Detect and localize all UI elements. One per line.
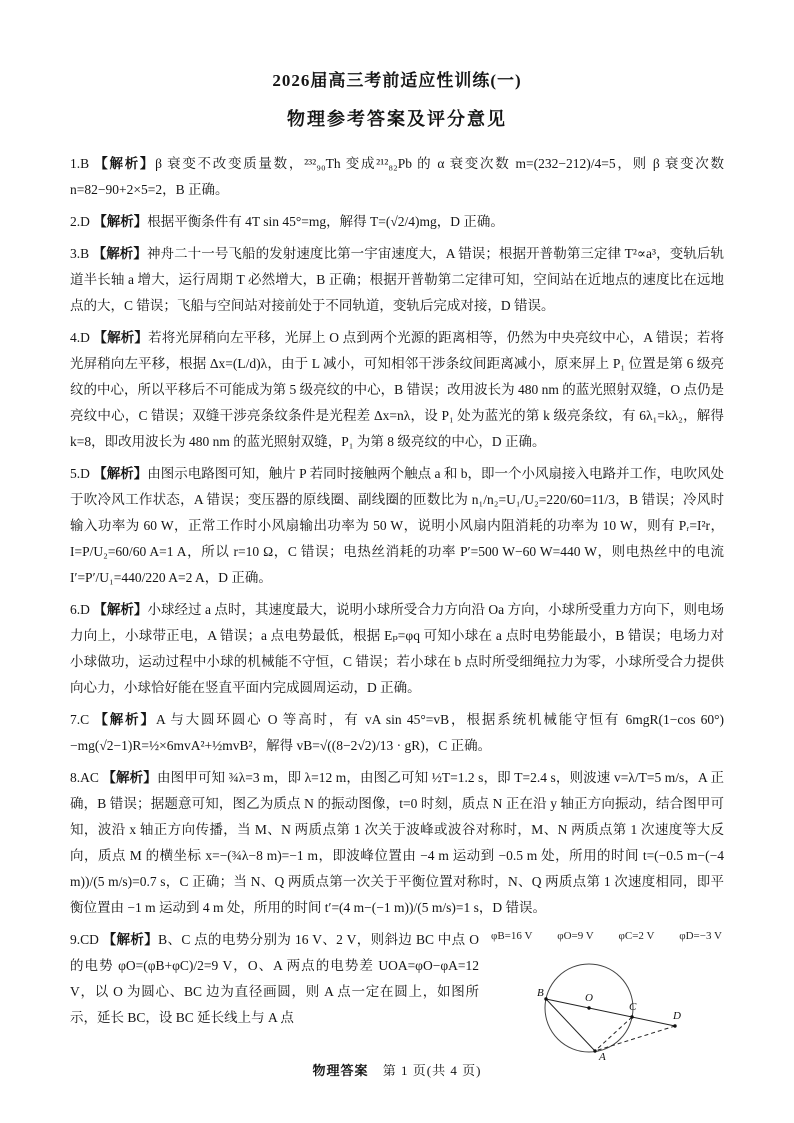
item-text: 根据平衡条件有 4T sin 45°=mg，解得 T=(√2/4)mg，D 正确。 (147, 214, 504, 229)
analysis-label: 【解析】 (93, 602, 148, 617)
item-text: 神舟二十一号飞船的发射速度比第一宇宙速度大，A 错误；根据开普勒第三定律 T²∝a³，变轨后轨道半长轴 a 增大，运行周期 T 必然增大，B 正确；根据开普勒第二定律可知，空间站在近地点的速度比在远地点的大，C 错误；飞船与空间站对接前处于不同轨道，变轨后完成对接，D 错误。 (70, 246, 725, 313)
phi-b-label: φB=16 V (491, 930, 533, 942)
analysis-label: 【解析】 (94, 156, 156, 171)
footer-page-number: 第 1 页(共 4 页) (382, 1063, 482, 1078)
item-text: 若将光屏稍向左平移，光屏上 O 点到两个光源的距离相等，仍然为中央亮纹中心，A 错误；若将光屏稍向左平移，根据 Δx=(L/d)λ，由于 L 减小，可知相邻干涉条纹间距离减小，原来屏上 P₁ 位置是第 6 级亮纹的中心，所以平移后不可能成为第 5 级亮纹的中心，B 错误；改用波长为 480 nm 的蓝光照射双缝，O 点仍是亮纹中心，C 错误；双缝干涉亮条纹条件是光程差 Δx=nλ，设 P₁ 处为蓝光的第 k 级亮条纹，有 6λ₁=kλ₂，解得 k=8，即改用波长为 480 nm 的蓝光照射双缝，P₁ 为第 8 级亮纹的中心，D 正确。 (70, 330, 724, 449)
page-footer (0, 1060, 794, 1079)
answer-item-7 (70, 707, 724, 759)
analysis-label: 【解析】 (93, 214, 148, 229)
analysis-label: 【解析】 (92, 246, 147, 261)
page-title: 物理参考答案及评分意见 (287, 109, 507, 129)
answer-item-5 (70, 461, 724, 591)
item-number: 3.B (70, 246, 90, 261)
item-number: 1.B (70, 156, 90, 171)
answer-item-9-wrap (70, 927, 724, 1068)
phi-o-label: φO=9 V (557, 930, 594, 942)
item-number: 9.CD (70, 932, 99, 947)
circle-triangle-figure (489, 946, 724, 1064)
exam-title: 2026届高三考前适应性训练(一) (272, 71, 522, 90)
item-number: 4.D (70, 330, 90, 345)
answer-item-3 (70, 241, 724, 319)
item-number: 5.D (70, 466, 90, 481)
analysis-label: 【解析】 (93, 330, 149, 345)
footer-subject: 物理答案 (312, 1063, 369, 1078)
item-number: 7.C (70, 712, 90, 727)
answer-item-1 (70, 151, 724, 203)
item-text: 由图示电路图可知，触片 P 若同时接触两个触点 a 和 b，即一个小风扇接入电路并工作，电吹风处于吹冷风工作状态，A 错误；变压器的原线圈、副线圈的匝数比为 n₁/n₂=U₁/U₂=220/60=11/3，B 错误；冷风时输入功率为 60 W，正常工作时小风扇输出功率为 50 W，说明小风扇内阻消耗的功率为 10 W，则有 Pᵣ=I²r，I=P/U₂=60/60 A=1 A，所以 r=10 Ω，C 错误；电热丝消耗的功率 P′=500 W−60 W=440 W，则电热丝中的电流 I′=P′/U₁=440/220 A=2 A，D 正确。 (70, 466, 725, 585)
item-text: 由图甲可知 ¾λ=3 m，即 λ=12 m，由图乙可知 ½T=1.2 s，即 T=2.4 s，则波速 v=λ/T=5 m/s，A 正确，B 错误；据题意可知，图乙为质点 N 的振动图像，t=0 时刻，质点 N 正在沿 y 轴正方向振动，结合图甲可知，波沿 x 轴正方向传播，当 M、N 两质点第 1 次关于波峰或波谷对称时，M、N 两质点第 1 次速度等大反向，质点 M 的横坐标 x=−(¾λ−8 m)=−1 m，即波峰位置由 −4 m 运动到 −0.5 m 处，所用的时间 t=(−0.5 m−(−4 m))/(5 m/s)=0.7 s，C 正确；当 N、Q 两质点第一次关于平衡位置对称时，N、Q 两质点第 1 次速度相同，即平衡位置由 −1 m 运动到 4 m 处，所用的时间 t′=(4 m−(−1 m))/(5 m/s)=1 s，D 错误。 (70, 770, 725, 915)
point-b-label: B (537, 987, 544, 999)
answer-item-6 (70, 597, 724, 701)
item-text: 小球经过 a 点时，其速度最大，说明小球所受合力方向沿 Oa 方向，小球所受重力方向下，则电场力向上，小球带正电，A 错误；a 点电势最低，根据 Eₚ=φq 可知小球在 a 点时电势能最小，B 错误；电场力对小球做功，运动过程中小球的机械能不守恒，C 错误；若小球在 b 点时所受细绳拉力为零，小球所受合力提供向心力，小球恰好能在竖直平面内完成圆周运动，D 正确。 (70, 602, 725, 695)
point-c-label: C (629, 1001, 637, 1013)
phi-d-label: φD=−3 V (679, 930, 722, 942)
phi-c-label: φC=2 V (618, 930, 655, 942)
diagram-potential-labels (489, 929, 724, 944)
answer-item-4 (70, 325, 724, 455)
item-number: 2.D (70, 214, 90, 229)
item-text: A 与大圆环圆心 O 等高时，有 vA sin 45°=vB，根据系统机械能守恒有 6mgR(1−cos 60°)−mg(√2−1)R=½×6mvA²+½mvB²，解得 vB=√((8−2√2)/13 · gR)，C 正确。 (70, 712, 725, 753)
point-o-label: O (585, 992, 593, 1004)
point-d-label: D (673, 1010, 681, 1022)
analysis-label: 【解析】 (102, 932, 159, 947)
point-a-label: A (599, 1051, 606, 1063)
answer-item-8 (70, 765, 724, 921)
item-text: B、C 点的电势分别为 16 V、2 V，则斜边 BC 中点 O 的电势 φO=(φB+φC)/2=9 V，O、A 两点的电势差 UOA=φO−φA=12 V，以 O 为圆心、BC 边为直径画圆，则 A 点一定在圆上，如图所示，延长 BC，设 BC 延长线上与 A 点 (70, 932, 480, 1025)
answer-item-2 (70, 209, 724, 235)
potential-circle-diagram (489, 929, 724, 1064)
item-number: 8.AC (70, 770, 99, 785)
analysis-label: 【解析】 (94, 712, 156, 727)
analysis-label: 【解析】 (102, 770, 157, 785)
item-number: 6.D (70, 602, 90, 617)
item-text: β 衰变不改变质量数，²³²₉₀Th 变成²¹²₈₂Pb 的 α 衰变次数 m=(232−212)/4=5，则 β 衰变次数 n=82−90+2×5=2，B 正确。 (70, 156, 725, 197)
analysis-label: 【解析】 (93, 466, 148, 481)
